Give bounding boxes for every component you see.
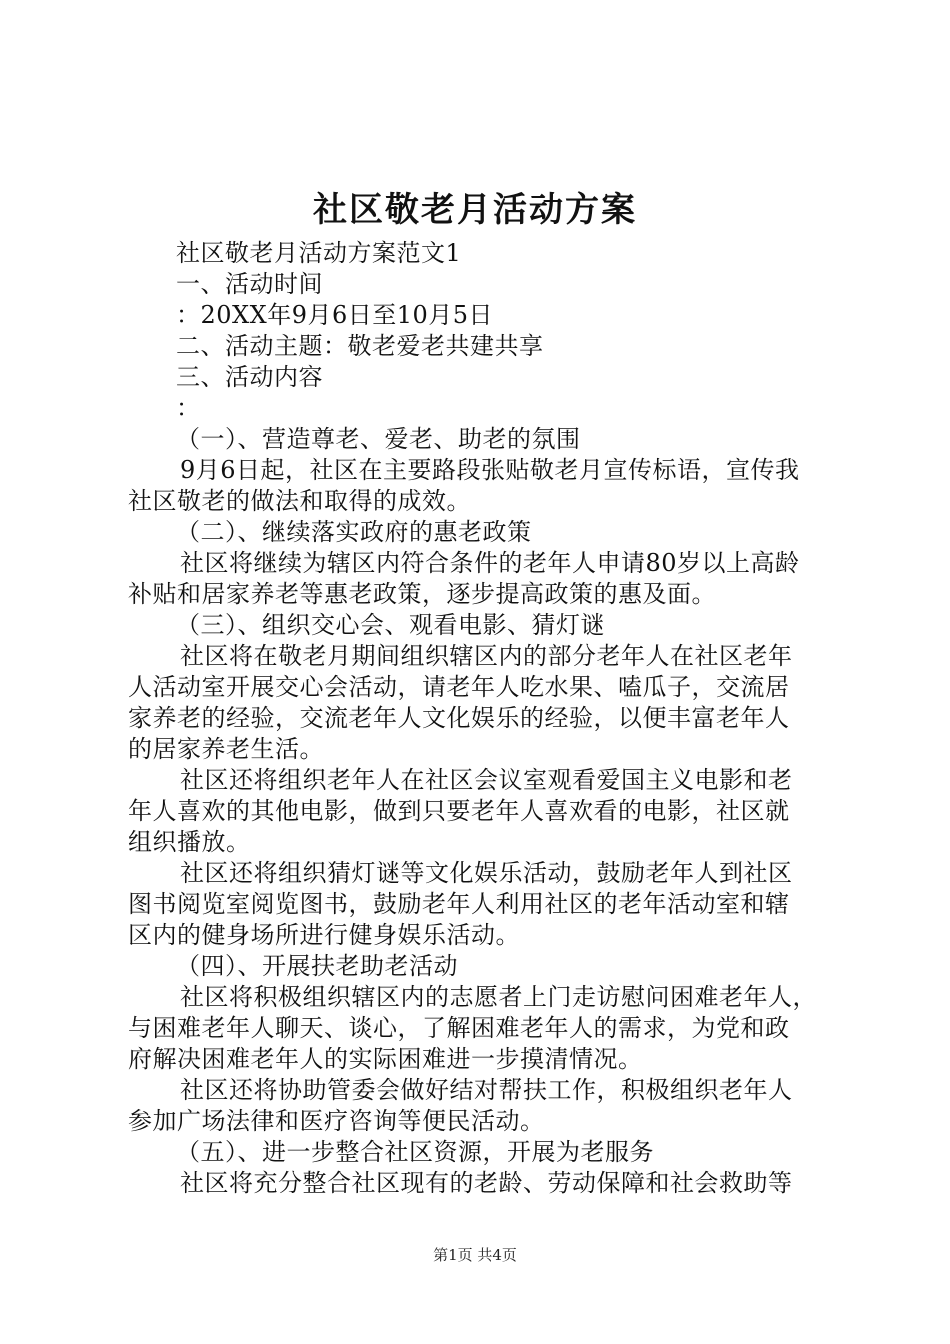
paragraph-line: 社区还将组织猜灯谜等文化娱乐活动，鼓励老年人到社区 [180, 859, 793, 887]
paragraph-line: 9月6日起，社区在主要路段张贴敬老月宣传标语，宣传我 [180, 456, 800, 484]
text-line: 一、活动时间 [176, 270, 323, 298]
paragraph-line: 社区将在敬老月期间组织辖区内的部分老年人在社区老年 [180, 642, 793, 670]
paragraph-line: 图书阅览室阅览图书，鼓励老年人利用社区的老年活动室和辖 [128, 890, 790, 918]
paragraph-line: 社区将继续为辖区内符合条件的老年人申请80岁以上高龄 [180, 549, 800, 577]
paragraph-line: 人活动室开展交心会活动，请老年人吃水果、嗑瓜子，交流居 [128, 673, 790, 701]
text-line: ：20XX年9月6日至10月5日 [176, 301, 494, 329]
document-body [128, 238, 840, 1199]
text-line: ： [176, 394, 201, 422]
document-title: 社区敬老月活动方案 [313, 190, 637, 230]
paragraph-line: 府解决困难老年人的实际困难进一步摸清情况。 [128, 1045, 643, 1073]
text-line: 二、活动主题：敬老爱老共建共享 [176, 332, 544, 360]
paragraph-line: 补贴和居家养老等惠老政策，逐步提高政策的惠及面。 [128, 580, 716, 608]
text-line: 社区敬老月活动方案范文1 [176, 239, 462, 267]
paragraph-line: 组织播放。 [128, 828, 251, 856]
paragraph-line: 区内的健身场所进行健身娱乐活动。 [128, 921, 520, 949]
paragraph-line: 社区还将协助管委会做好结对帮扶工作，积极组织老年人 [180, 1076, 793, 1104]
paragraph-line: 的居家养老生活。 [128, 735, 324, 763]
section-heading: （五）、进一步整合社区资源，开展为老服务 [176, 1138, 654, 1166]
section-heading: （一）、营造尊老、爱老、助老的氛围 [176, 425, 581, 453]
section-heading: （二）、继续落实政府的惠老政策 [176, 518, 532, 546]
paragraph-line: 年人喜欢的其他电影，做到只要老年人喜欢看的电影，社区就 [128, 797, 790, 825]
paragraph-line: 与困难老年人聊天、谈心，了解困难老年人的需求，为党和政 [128, 1014, 790, 1042]
section-heading: （三）、组织交心会、观看电影、猜灯谜 [176, 611, 605, 639]
paragraph-line: 社区敬老的做法和取得的成效。 [128, 487, 471, 515]
paragraph-line: 社区还将组织老年人在社区会议室观看爱国主义电影和老 [180, 766, 793, 794]
paragraph-line: 社区将充分整合社区现有的老龄、劳动保障和社会救助等 [180, 1169, 793, 1197]
page-number-footer: 第1页 共4页 [433, 1246, 517, 1264]
paragraph-line: 社区将积极组织辖区内的志愿者上门走访慰问困难老年人， [180, 983, 817, 1011]
text-line: 三、活动内容 [176, 363, 323, 391]
paragraph-line: 家养老的经验，交流老年人文化娱乐的经验，以便丰富老年人 [128, 704, 790, 732]
section-heading: （四）、开展扶老助老活动 [176, 952, 458, 980]
paragraph-line: 参加广场法律和医疗咨询等便民活动。 [128, 1107, 545, 1135]
